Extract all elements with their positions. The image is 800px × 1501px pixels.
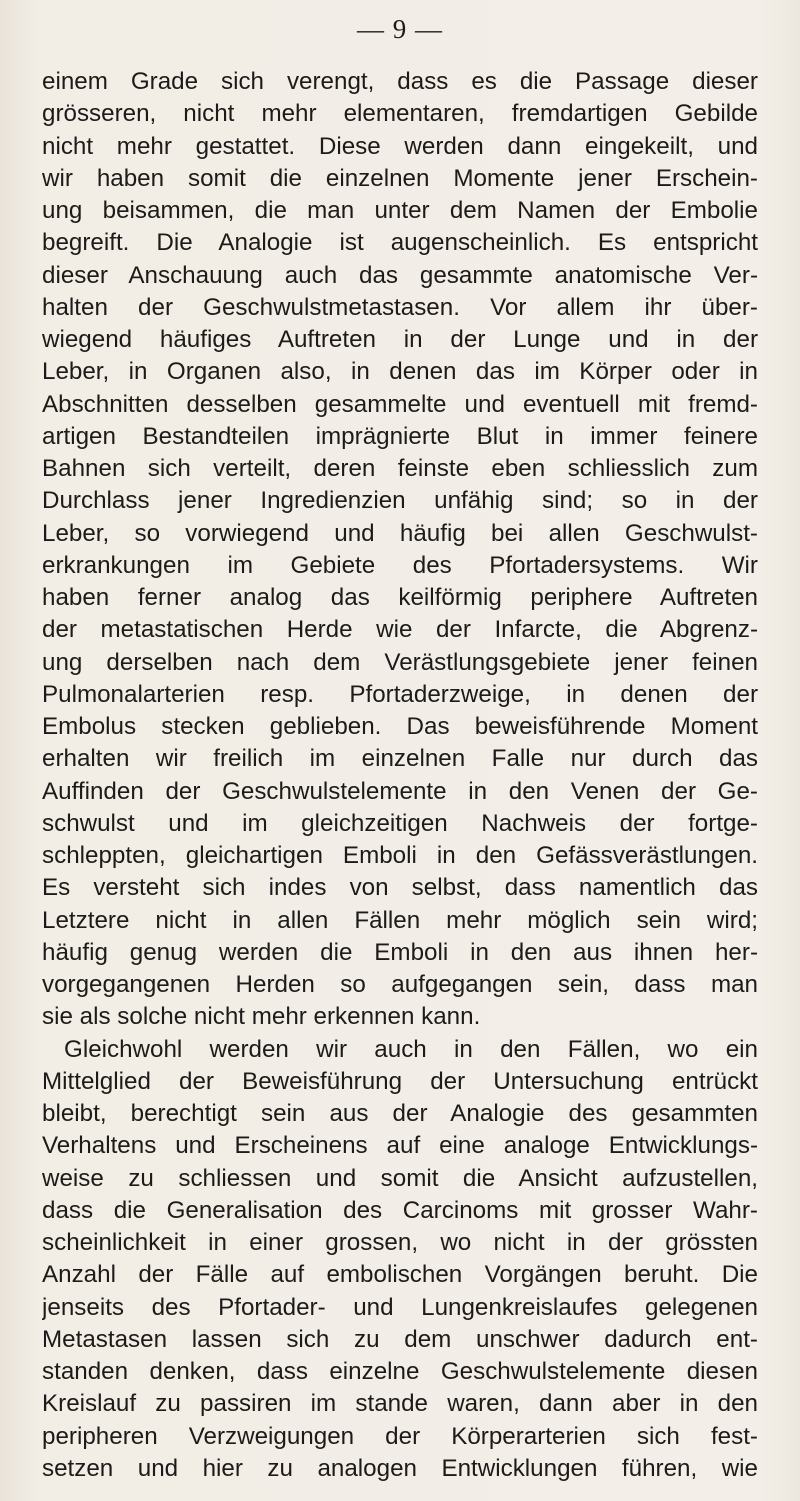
text-line: Embolus stecken geblieben. Das beweisführende Moment [42, 713, 758, 740]
text-line: Verhaltens und Erscheinens auf eine analoge Entwicklungs- [42, 1132, 758, 1160]
text-line: erhalten wir freilich im einzelnen Falle nur durch das [42, 745, 758, 773]
text-line: jenseits des Pfortader- und Lungenkreislaufes gelegenen [42, 1293, 758, 1321]
page-number: — 9 — [357, 14, 443, 44]
text-line: grösseren, nicht mehr elementaren, fremdartigen Gebilde [42, 100, 758, 128]
text-line: der metastatischen Herde wie der Infarcte, die Abgrenz- [42, 616, 758, 644]
text-line: Letztere nicht in allen Fällen mehr möglich sein wird; [42, 906, 758, 934]
text-line: begreift. Die Analogie ist augenscheinlich. Es entspricht [42, 229, 758, 257]
text-line: scheinlichkeit in einer grossen, wo nicht in der grössten [42, 1229, 758, 1256]
text-line: Gleichwohl werden wir auch in den Fällen, wo ein [64, 1035, 758, 1063]
text-line: ung beisammen, die man unter dem Namen der Embolie [42, 197, 758, 224]
text-line: Kreislauf zu passiren im stande waren, dann aber in den [42, 1390, 758, 1418]
text-line: peripheren Verzweigungen der Körperarterien sich fest- [42, 1422, 758, 1450]
text-line: schleppten, gleichartigen Emboli in den Gefässverästlungen. [42, 842, 758, 869]
text-line: einem Grade sich verengt, dass es die Passage dieser [42, 68, 758, 95]
text-line: sie als solche nicht mehr erkennen kann. [42, 1003, 481, 1031]
text-line: Anzahl der Fälle auf embolischen Vorgängen beruht. Die [42, 1261, 758, 1289]
text-line: Mittelglied der Beweisführung der Untersuchung entrückt [42, 1067, 758, 1095]
text-line: Abschnitten desselben gesammelte und eventuell mit fremd- [42, 390, 758, 418]
text-line: Auffinden der Geschwulstelemente in den Venen der Ge- [42, 777, 758, 805]
text-line: dieser Anschauung auch das gesammte anatomische Ver- [42, 261, 758, 289]
text-line: setzen und hier zu analogen Entwicklungen führen, wie [42, 1454, 758, 1482]
text-line: Leber, in Organen also, in denen das im Körper oder in [42, 358, 758, 386]
text-line: halten der Geschwulstmetastasen. Vor allem ihr über- [42, 293, 758, 321]
text-line: standen denken, dass einzelne Geschwulstelemente diesen [42, 1358, 758, 1385]
text-line: wiegend häufiges Auftreten in der Lunge und in der [42, 326, 758, 353]
text-line: Metastasen lassen sich zu dem unschwer dadurch ent- [42, 1325, 758, 1353]
text-line: Durchlass jener Ingredienzien unfähig sind; so in der [42, 487, 758, 515]
text-line: Leber, so vorwiegend und häufig bei allen Geschwulst- [42, 519, 758, 547]
text-line: Bahnen sich verteilt, deren feinste eben schliesslich zum [42, 455, 758, 482]
text-line: vorgegangenen Herden so aufgegangen sein, dass man [42, 971, 758, 998]
text-line: dass die Generalisation des Carcinoms mit grosser Wahr- [42, 1196, 758, 1224]
body-text [42, 66, 758, 1485]
text-line: ung derselben nach dem Verästlungsgebiete jener feinen [42, 648, 758, 676]
text-line: Pulmonalarterien resp. Pfortaderzweige, in denen der [42, 680, 758, 708]
text-line: erkrankungen im Gebiete des Pfortadersystems. Wir [42, 551, 758, 579]
text-line: weise zu schliessen und somit die Ansicht aufzustellen, [42, 1164, 758, 1192]
text-line: häufig genug werden die Emboli in den aus ihnen her- [42, 938, 758, 966]
text-line: nicht mehr gestattet. Diese werden dann eingekeilt, und [42, 132, 758, 160]
text-line: schwulst und im gleichzeitigen Nachweis der fortge- [42, 809, 758, 837]
text-line: artigen Bestandteilen imprägnierte Blut in immer feinere [42, 422, 758, 450]
text-line: bleibt, berechtigt sein aus der Analogie des gesammten [42, 1100, 758, 1127]
text-line: wir haben somit die einzelnen Momente jener Erschein- [42, 164, 758, 192]
text-line: Es versteht sich indes von selbst, dass namentlich das [42, 874, 758, 902]
text-line: haben ferner analog das keilförmig periphere Auftreten [42, 584, 758, 611]
